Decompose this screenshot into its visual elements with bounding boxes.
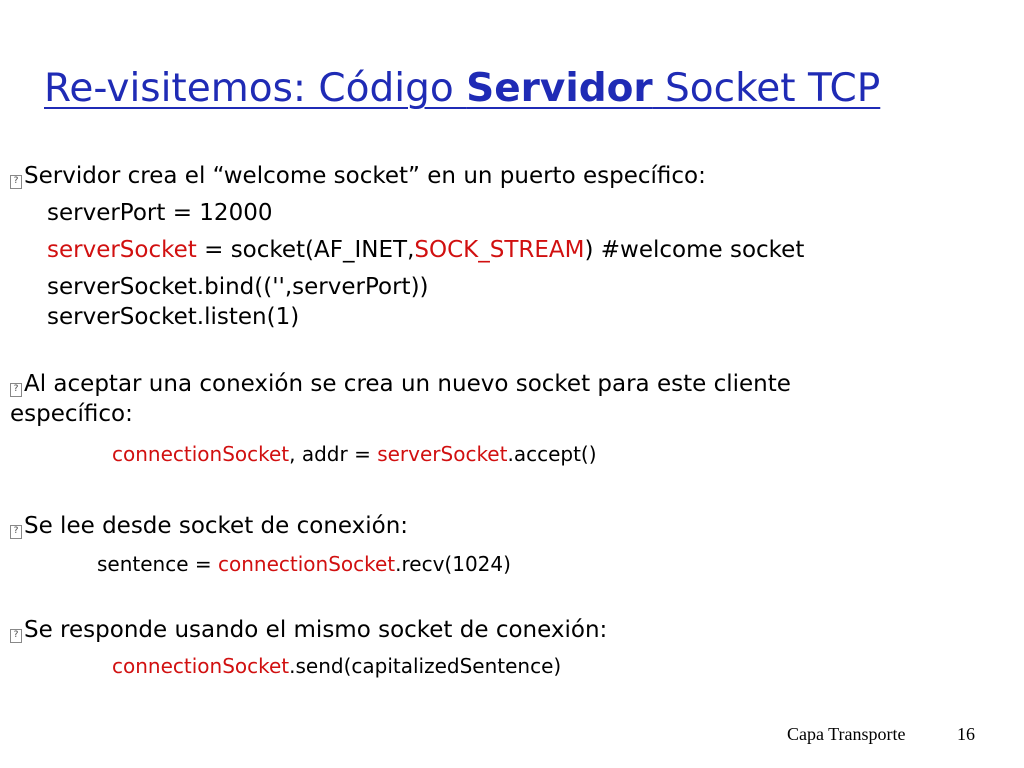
footer-label: Capa Transporte: [787, 724, 906, 744]
code-bind: serverSocket.bind(('',serverPort)): [47, 274, 429, 300]
title-bold-word: Servidor: [466, 66, 653, 111]
code-accept: connectionSocket, addr = serverSocket.accept(): [112, 442, 597, 466]
code-recv: sentence = connectionSocket.recv(1024): [97, 552, 511, 576]
bullet-2: ? Al aceptar una conexión se crea un nuevo socket para este cliente: [10, 370, 791, 398]
slide-title: Re-visitemos: Código Servidor Socket TCP: [44, 66, 881, 111]
bullet-icon: ?: [10, 383, 22, 397]
bullet-icon: ?: [10, 175, 22, 189]
bullet-icon: ?: [10, 525, 22, 539]
bullet-1: ? Servidor crea el “welcome socket” en un puerto específico:: [10, 162, 706, 190]
code-listen: serverSocket.listen(1): [47, 304, 300, 330]
bullet-2-continued: específico:: [10, 401, 133, 427]
page-number: 16: [957, 724, 975, 744]
bullet-3: ? Se lee desde socket de conexión:: [10, 512, 408, 540]
bullet-4: ? Se responde usando el mismo socket de conexión:: [10, 616, 607, 644]
code-server-socket: serverSocket = socket(AF_INET,SOCK_STREAM) #welcome socket: [47, 237, 805, 263]
bullet-icon: ?: [10, 629, 22, 643]
code-server-port: serverPort = 12000: [47, 200, 273, 226]
code-send: connectionSocket.send(capitalizedSentence): [112, 654, 562, 678]
